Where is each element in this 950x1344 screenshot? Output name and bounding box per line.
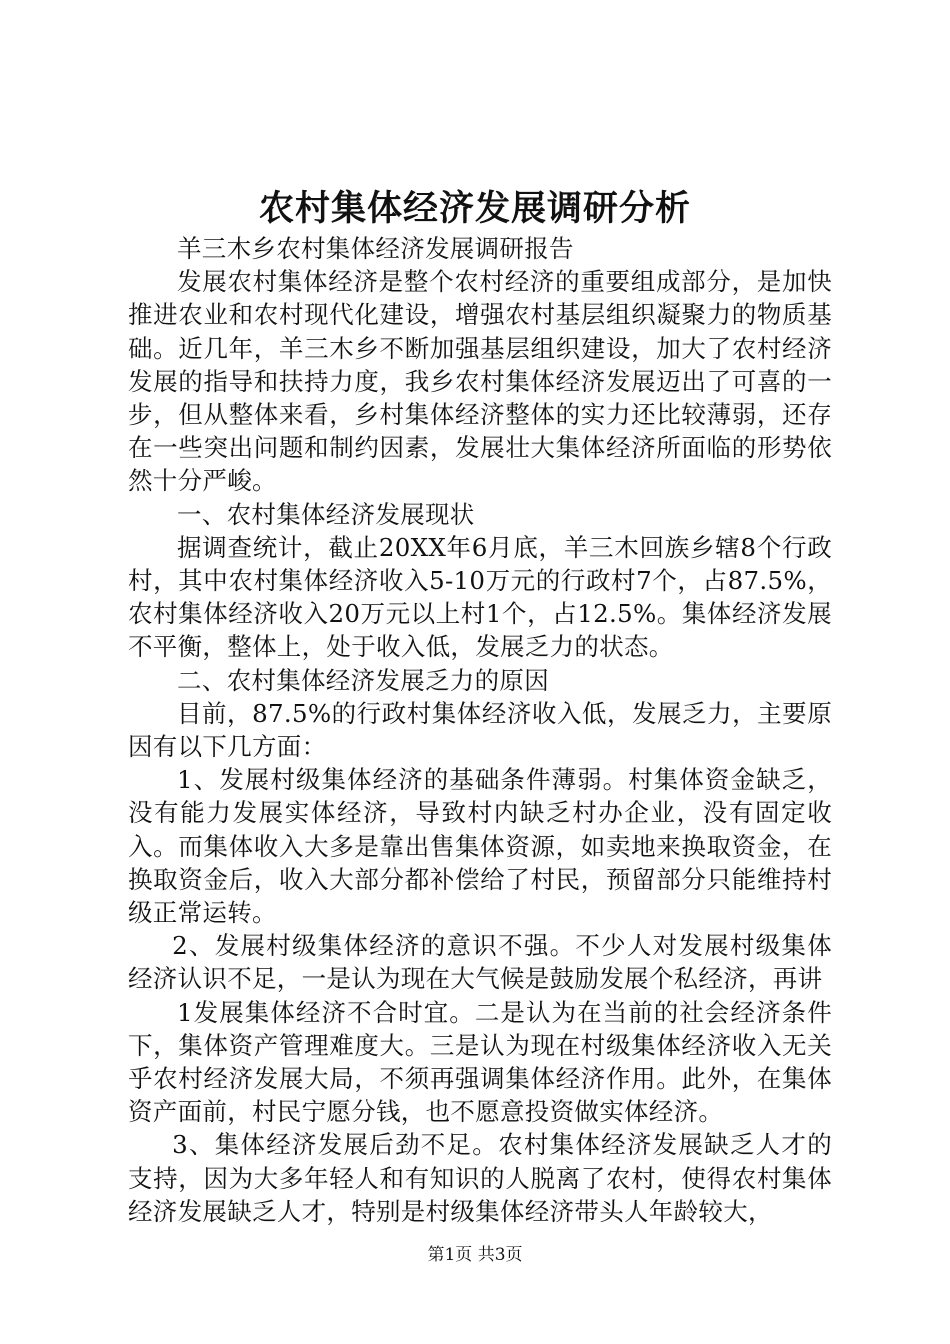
- paragraph-status: 据调查统计，截止20XX年6月底，羊三木回族乡辖8个行政村，其中农村集体经济收入5-10万元的行政村7个，占87.5%，农村集体经济收入20万元以上村1个，占12.5%。集体经济发展不平衡，整体上，处于收入低，发展乏力的状态。: [128, 532, 832, 662]
- section-heading-causes: 二、农村集体经济发展乏力的原因: [177, 665, 549, 695]
- report-subtitle: 羊三木乡农村集体经济发展调研报告: [177, 234, 574, 263]
- paragraph-cause-3: 3、集体经济发展后劲不足。农村集体经济发展缺乏人才的支持，因为大多年轻人和有知识的人脱离了农村，使得农村集体经济发展缺乏人才，特别是村级集体经济带头人年龄较大，: [128, 1130, 832, 1226]
- paragraph-cause-2: 2、发展村级集体经济的意识不强。不少人对发展村级集体经济认识不足，一是认为现在大气候是鼓励发展个私经济，再讲: [128, 931, 832, 994]
- paragraph-cause-2-continued: 1发展集体经济不合时宜。二是认为在当前的社会经济条件下，集体资产管理难度大。三是认为现在村级集体经济收入无关乎农村经济发展大局，不须再强调集体经济作用。此外，在集体资产面前，村民宁愿分钱，也不愿意投资做实体经济。: [128, 997, 832, 1127]
- page-title: 农村集体经济发展调研分析: [258, 188, 691, 229]
- paragraph-intro: 发展农村集体经济是整个农村经济的重要组成部分，是加快推进农业和农村现代化建设，增强农村基层组织凝聚力的物质基础。近几年，羊三木乡不断加强基层组织建设，加大了农村经济发展的指导和扶持力度，我乡农村集体经济发展迈出了可喜的一步，但从整体来看，乡村集体经济整体的实力还比较薄弱，还存在一些突出问题和制约因素，发展壮大集体经济所面临的形势依然十分严峻。: [128, 267, 832, 496]
- paragraph-cause-1: 1、发展村级集体经济的基础条件薄弱。村集体资金缺乏，没有能力发展实体经济，导致村内缺乏村办企业，没有固定收入。而集体收入大多是靠出售集体资源，如卖地来换取资金，在换取资金后，收入大部分都补偿给了村民，预留部分只能维持村级正常运转。: [128, 765, 832, 928]
- section-heading-status: 一、农村集体经济发展现状: [177, 499, 475, 529]
- document-body: [128, 232, 832, 1228]
- paragraph-causes-intro: 目前，87.5%的行政村集体经济收入低，发展乏力，主要原因有以下几方面：: [128, 698, 832, 762]
- page-footer: 第1页 共3页: [427, 1245, 523, 1265]
